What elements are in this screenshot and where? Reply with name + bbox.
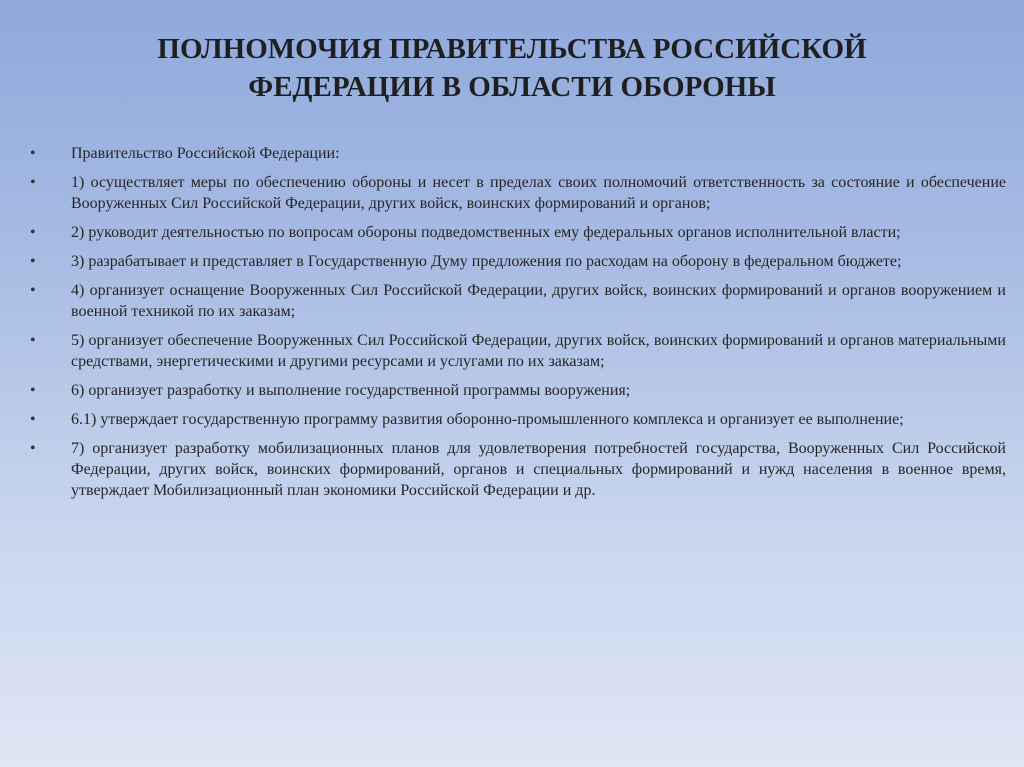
list-item-2 <box>30 222 1006 243</box>
bullet-icon: • <box>30 174 36 191</box>
bullet-icon: • <box>30 253 36 270</box>
list-item-text: 2) руководит деятельностью по вопросам обороны подведомственных ему федеральных органов исполнительной власти; <box>71 224 901 241</box>
list-item-4 <box>30 280 1006 322</box>
list-item-6-1 <box>30 409 1006 430</box>
list-item-text: 5) организует обеспечение Вооруженных Сил Российской Федерации, других войск, воинских формирований и органов материальными средствами, энергетическими и другими ресурсами и услугами по их заказам; <box>71 332 1006 370</box>
list-item-text: 4) организует оснащение Вооруженных Сил Российской Федерации, других войск, воинских формирований и органов вооружением и военной техникой по их заказам; <box>71 282 1006 320</box>
bullet-icon: • <box>30 382 36 399</box>
bullet-icon: • <box>30 440 36 457</box>
list-item-text: 6) организует разработку и выполнение государственной программы вооружения; <box>71 382 631 399</box>
list-item-text: Правительство Российской Федерации: <box>71 145 340 162</box>
bullet-icon: • <box>30 282 36 299</box>
bullet-icon: • <box>30 332 36 349</box>
list-item-text: 1) осуществляет меры по обеспечению обороны и несет в пределах своих полномочий ответственность за состояние и обеспечение Вооруженных Сил Российской Федерации, других войск, воинских формирований и органов; <box>71 174 1006 212</box>
bullet-list <box>30 143 1006 509</box>
bullet-icon: • <box>30 145 36 162</box>
list-item-text: 7) организует разработку мобилизационных планов для удовлетворения потребностей государства, Вооруженных Сил Российской Федерации, других войск, воинских формирований, органов и специальных формирований и нужд населения в военное время, утверждает Мобилизационный план экономики Российской Федерации и др. <box>71 440 1006 499</box>
list-item-intro <box>30 143 1006 164</box>
bullet-icon: • <box>30 411 36 428</box>
list-item-text: 6.1) утверждает государственную программу развития оборонно-промышленного комплекса и организует ее выполнение; <box>71 411 904 428</box>
list-item-6 <box>30 380 1006 401</box>
slide-title-line-1: ПОЛНОМОЧИЯ ПРАВИТЕЛЬСТВА РОССИЙСКОЙ <box>157 33 867 65</box>
bullet-icon: • <box>30 224 36 241</box>
list-item-1 <box>30 172 1006 214</box>
slide-title-line-2: ФЕДЕРАЦИИ В ОБЛАСТИ ОБОРОНЫ <box>248 71 776 103</box>
list-item-3 <box>30 251 1006 272</box>
list-item-5 <box>30 330 1006 372</box>
list-item-text: 3) разрабатывает и представляет в Государственную Думу предложения по расходам на оборону в федеральном бюджете; <box>71 253 902 270</box>
list-item-7 <box>30 438 1006 501</box>
slide-title <box>40 30 984 106</box>
